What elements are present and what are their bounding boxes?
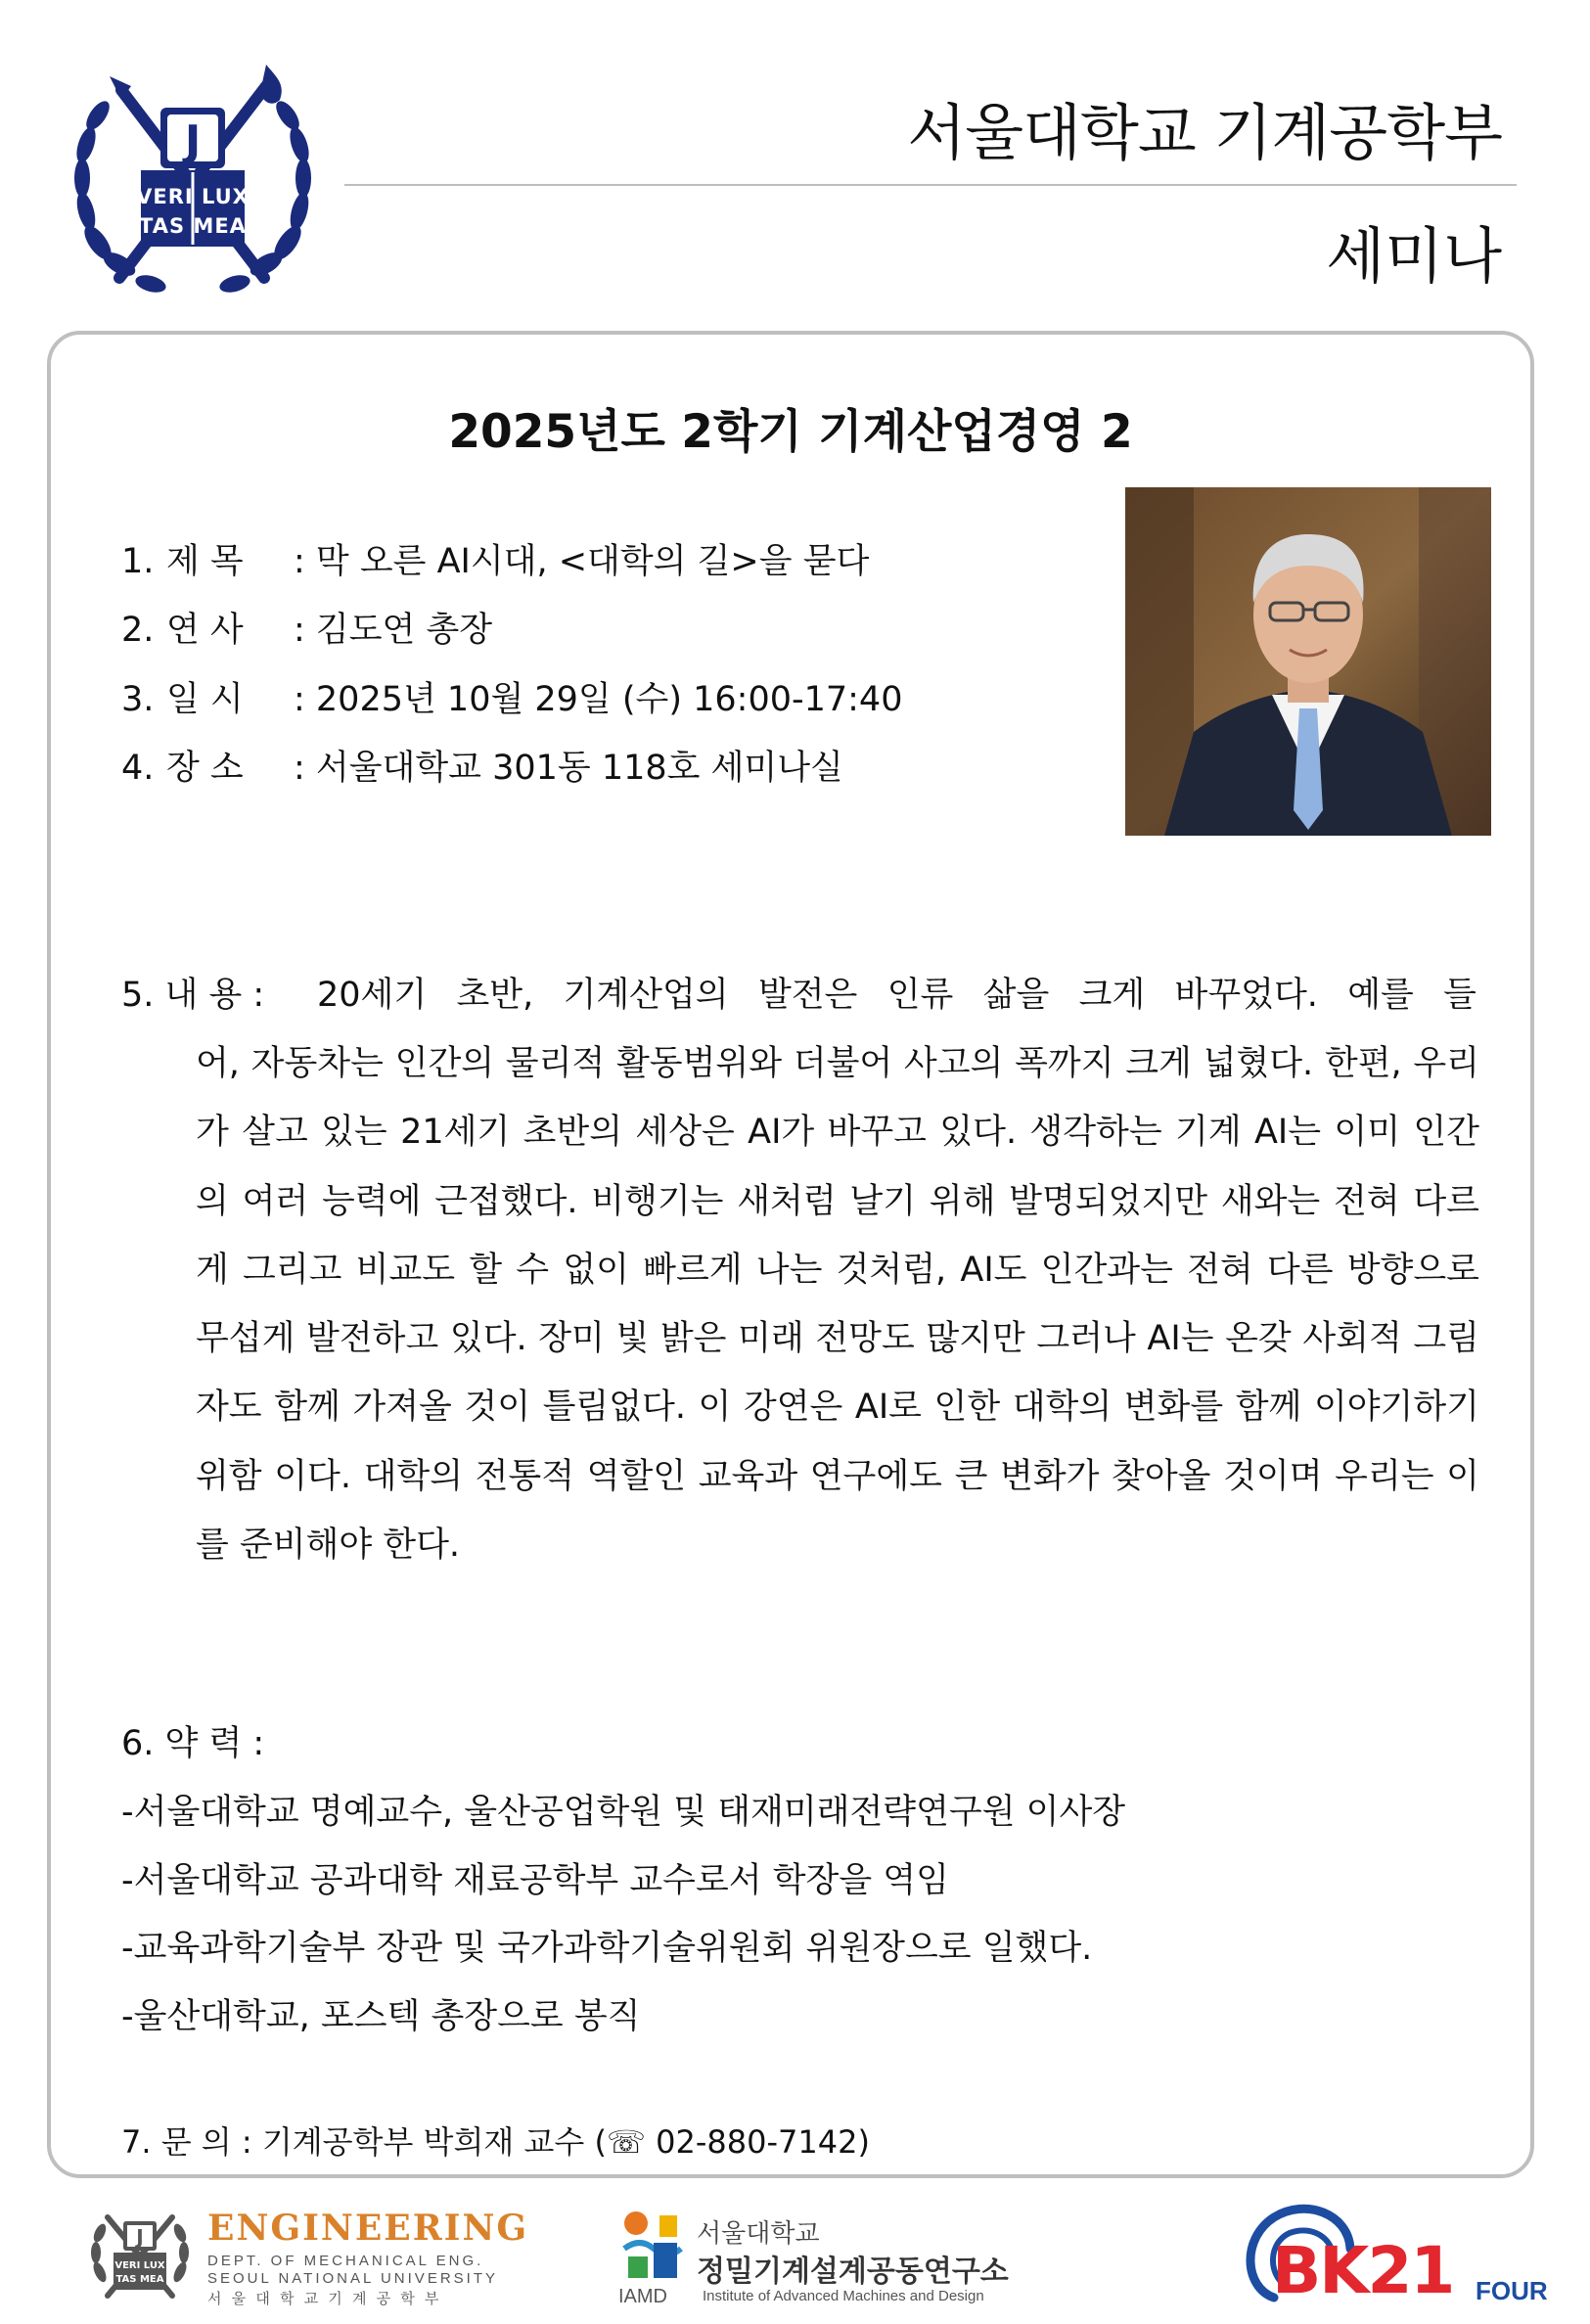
content-body: 어, 자동차는 인간의 물리적 활동범위와 더불어 사고의 폭까지 크게 넓혔다. 한편, 우리가 살고 있는 21세기 초반의 세상은 AI가 바꾸고 있다. 생각하는 기계 AI는 이미 인간의 여러 능력에 근접했다. 비행기는 새처럼 날기 위해 발명되었지만 새와는 전혀 다르게 그리고 비교도 할 수 없이 빠르게 나는 것처럼, AI도 인간과는 전혀 다른 방향으로 무섭게 발전하고 있다. 장미 빛 밝은 미래 전망도 많지만 그러나 AI는 온갖 사회적 그림자도 함께 가져올 것이 틀림없다. 이 강연은 AI로 인한 대학의 변화를 함께 이야기하기 위함 이다. 대학의 전통적 역할인 교육과 연구에도 큰 변화가 찾아올 것이며 우리는 이를 준비해야 한다. <box>196 1044 1479 1566</box>
career-item: -서울대학교 명예교수, 울산공업학원 및 태재미래전략연구원 이사장 <box>121 1793 1126 1832</box>
bk21-logo-suffix: FOUR <box>1476 2276 1548 2305</box>
info-title: 1. 제 목 : 막 오른 AI시대, <대학의 길>을 묻다 <box>121 542 870 581</box>
engineering-line: 서 울 대 학 교 기 계 공 학 부 <box>207 2291 442 2307</box>
content-first-line: 5. 내 용 : 20세기 초반, 기계산업의 발전은 인류 삶을 크게 바꾸었다. 예를 들 <box>121 976 1476 1015</box>
header-divider <box>344 184 1517 186</box>
iamd-short: IAMD <box>618 2286 667 2307</box>
info-location: 4. 장 소 : 서울대학교 301동 118호 세미나실 <box>121 749 843 788</box>
iamd-english-name: Institute of Advanced Machines and Design <box>703 2288 984 2304</box>
svg-text:J: J <box>184 116 202 166</box>
snu-emblem-icon <box>70 57 315 309</box>
career-item: -울산대학교, 포스텍 총장으로 봉직 <box>121 1997 641 2036</box>
engineering-logo-title: ENGINEERING <box>207 2208 529 2249</box>
snu-emblem-small-icon <box>86 2204 194 2307</box>
info-speaker: 2. 연 사 : 김도연 총장 <box>121 611 493 650</box>
svg-text:TAS MEA: TAS MEA <box>115 2274 164 2285</box>
event-title: 2025년도 2학기 기계산업경영 2 <box>448 405 1133 459</box>
iamd-logo-icon <box>620 2210 685 2284</box>
career-label: 6. 약 력 : <box>121 1724 265 1763</box>
career-item: -교육과학기술부 장관 및 국가과학기술위원회 위원장으로 일했다. <box>121 1929 1093 1968</box>
phone-icon: ☏ <box>606 2123 646 2161</box>
svg-text:VERI LUX: VERI LUX <box>114 2260 165 2271</box>
svg-text:J: J <box>136 2225 144 2249</box>
bk21-logo-text: BK21 <box>1272 2233 1454 2308</box>
page-title: 서울대학교 기계공학부 <box>907 97 1502 168</box>
svg-text:VERI LUX: VERI LUX <box>136 185 250 208</box>
career-item: -서울대학교 공과대학 재료공학부 교수로서 학장을 역임 <box>121 1861 949 1900</box>
svg-text:TAS MEA: TAS MEA <box>139 214 247 238</box>
speaker-photo <box>1125 487 1491 836</box>
iamd-name-line1: 서울대학교 <box>697 2219 820 2249</box>
contact-info: 7. 문 의 : 기계공학부 박희재 교수 (☏ 02-880-7142) <box>121 2123 870 2161</box>
info-datetime: 3. 일 시 : 2025년 10월 29일 (수) 16:00-17:40 <box>121 680 903 719</box>
page-subtitle: 세미나 <box>1326 220 1502 292</box>
iamd-name-line2: 정밀기계설계공동연구소 <box>697 2255 1009 2289</box>
engineering-line: DEPT. OF MECHANICAL ENG. <box>207 2253 484 2269</box>
engineering-line: SEOUL NATIONAL UNIVERSITY <box>207 2270 498 2287</box>
